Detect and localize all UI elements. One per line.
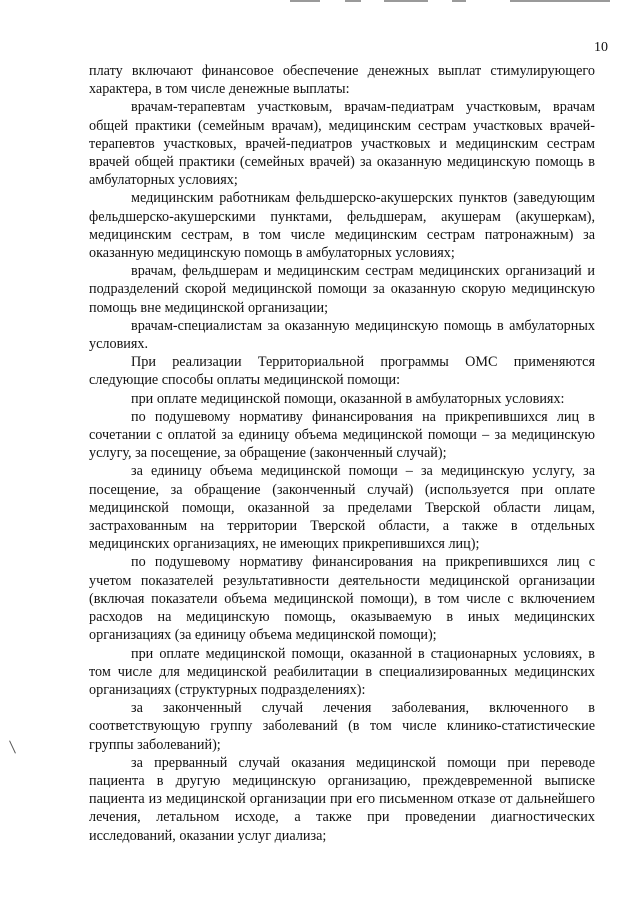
document-body xyxy=(89,62,595,845)
paragraph: за единицу объема медицинской помощи – за медицинскую услугу, за посещение, за обращение (законченный случай) (используется при оплате медицинской помощи, оказанной за пределами Тверской области лицам, застрахованным на территории Тверской области, а также в отдельных медицинских организациях, не имеющих прикрепившихся лиц); xyxy=(89,463,595,553)
scan-artifact-line xyxy=(452,0,466,2)
scan-artifact-line xyxy=(384,0,428,2)
paragraph: при оплате медицинской помощи, оказанной в амбулаторных условиях: xyxy=(131,390,565,407)
paragraph: врачам-специалистам за оказанную медицинскую помощь в амбулаторных условиях. xyxy=(89,317,595,353)
paragraph: врачам, фельдшерам и медицинским сестрам медицинских организаций и подразделений скорой медицинской помощи за оказанную скорую медицинскую помощь вне медицинской организации; xyxy=(89,263,595,316)
paragraph: за законченный случай лечения заболевания, включенного в соответствующую группу заболеваний (в том числе клинико-статистические группы заболеваний); xyxy=(89,700,595,753)
paragraph: При реализации Территориальной программы ОМС применяются следующие способы оплаты медицинской помощи: xyxy=(89,354,595,389)
paragraph: плату включают финансовое обеспечение денежных выплат стимулирующего характера, в том числе денежные выплаты: xyxy=(89,63,595,98)
scan-artifact-line xyxy=(290,0,320,2)
paragraph: врачам-терапевтам участковым, врачам-педиатрам участковым, врачам общей практики (семейным врачам), медицинским сестрам участковых врачей-терапевтов участковых, врачей-педиатров участковых и медицинским сестрам врачей общей практики (семейных врачей) за оказанную медицинскую помощь в амбулаторных условиях; xyxy=(89,99,595,189)
paragraph: за прерванный случай оказания медицинской помощи при переводе пациента в другую медицинскую организацию, преждевременной выписке пациента из медицинской организации при его письменном отказе от дальнейшего лечения, летальном исходе, а также при проведении диагностических исследований, оказании услуг диализа; xyxy=(89,754,595,844)
scan-artifact-line xyxy=(345,0,361,2)
paragraph: по подушевому нормативу финансирования на прикрепившихся лиц с учетом показателей результативности деятельности медицинской организации (включая показатели объема медицинской помощи), в том числе с включением расходов на медицинскую помощь, оказываемую в иных медицинских организациях (за единицу объема медицинской помощи); xyxy=(89,554,595,644)
paragraph: по подушевому нормативу финансирования на прикрепившихся лиц в сочетании с оплатой за единицу объема медицинской помощи – за медицинскую услугу, за посещение, за обращение (законченный случай); xyxy=(89,408,595,462)
scan-artifact-line xyxy=(510,0,610,2)
page-number: 10 xyxy=(594,40,608,55)
scan-artifact-mark xyxy=(9,740,16,753)
paragraph: при оплате медицинской помощи, оказанной в стационарных условиях, в том числе для медицинской реабилитации в специализированных медицинских организациях (структурных подразделениях): xyxy=(89,645,595,698)
paragraph: медицинским работникам фельдшерско-акушерских пунктов (заведующим фельдшерско-акушерскими пунктами, фельдшерам, акушерам (акушеркам), медицинским сестрам, в том числе медицинским сестрам патронажным) за оказанную медицинскую помощь в амбулаторных условиях; xyxy=(89,190,595,262)
